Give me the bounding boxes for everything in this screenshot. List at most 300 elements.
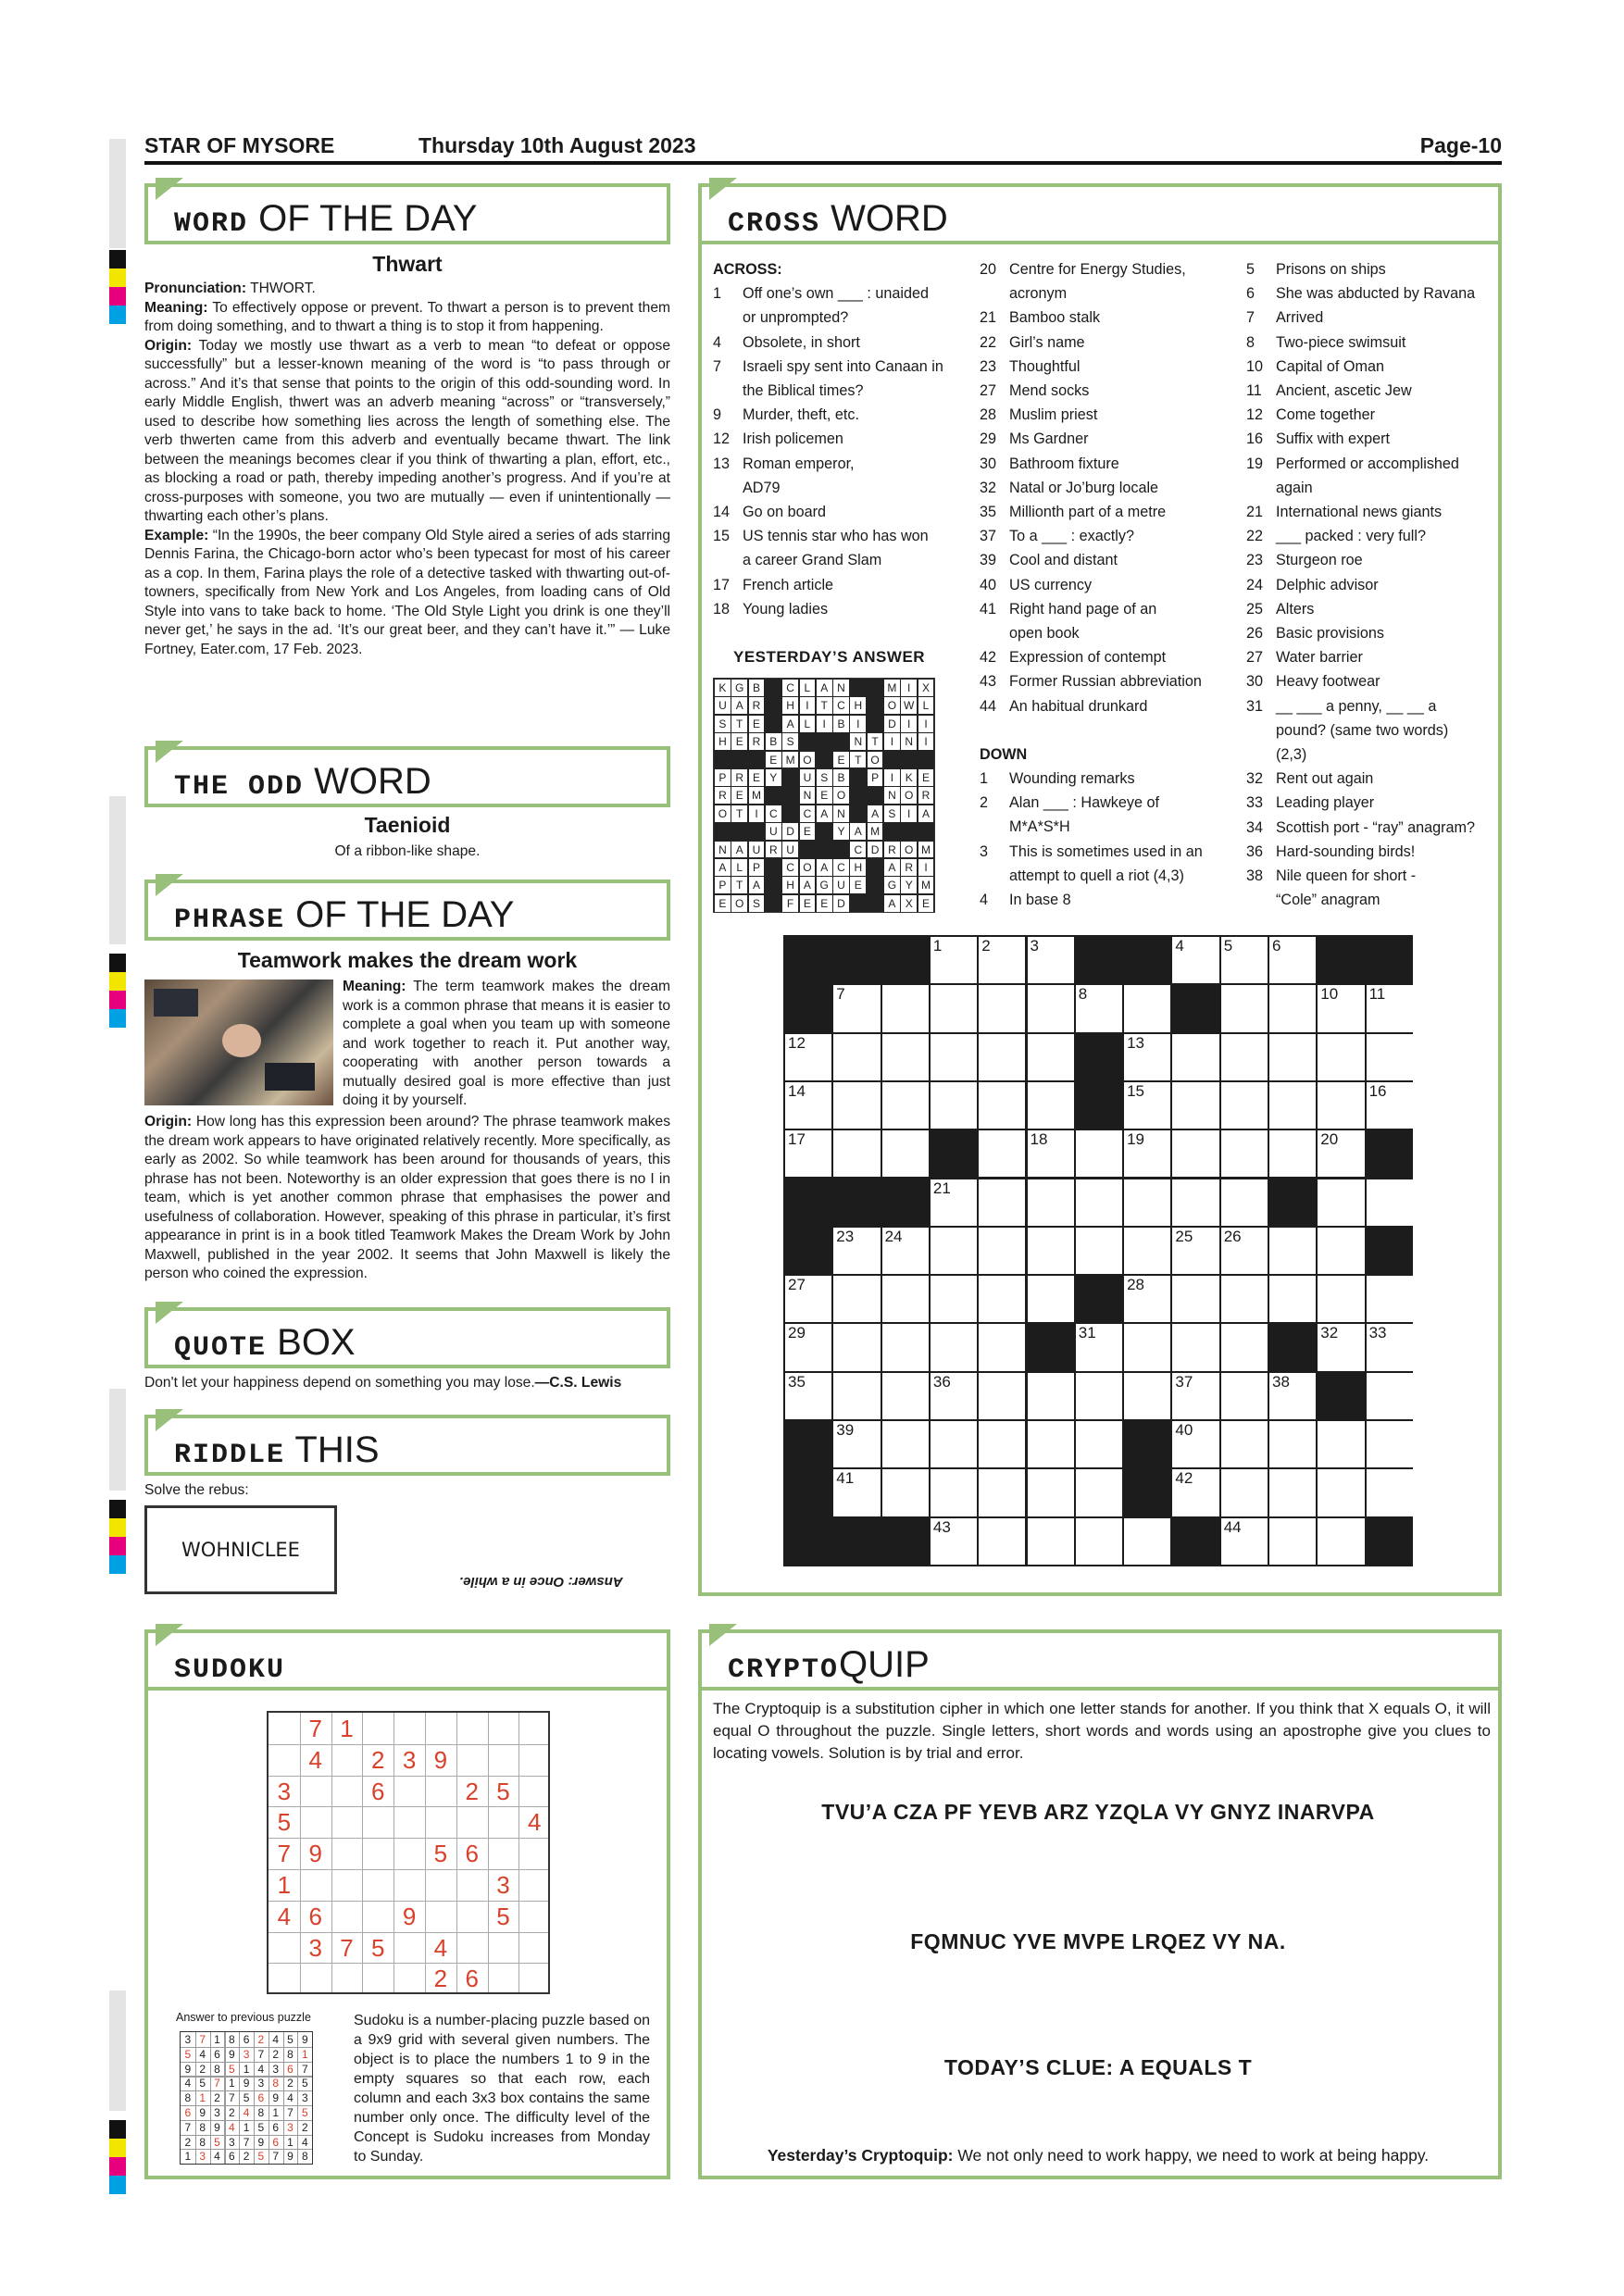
crossword-cell[interactable]	[785, 1130, 831, 1177]
clue-text: open book	[1009, 625, 1080, 643]
crossword-cell[interactable]	[1028, 1276, 1074, 1322]
sudoku-cell[interactable]: 2	[465, 1777, 479, 1805]
sudoku-cell[interactable]	[425, 1776, 456, 1807]
crossword-cell[interactable]	[1269, 1421, 1316, 1467]
crossword-cell[interactable]	[931, 1421, 977, 1467]
clue	[713, 427, 956, 451]
crossword-cell[interactable]	[1318, 1421, 1364, 1467]
crossword-cell[interactable]	[833, 1082, 880, 1129]
crossword-cell[interactable]	[833, 1421, 880, 1467]
sudoku-cell[interactable]	[488, 1806, 519, 1838]
previous-sudoku-answer	[180, 2031, 313, 2165]
crossword-cell[interactable]	[931, 985, 977, 1031]
corner-flag	[156, 874, 183, 896]
clue-number: 30	[1246, 673, 1264, 691]
crossword-cell[interactable]	[1076, 1179, 1122, 1226]
crossword-cell[interactable]	[833, 1034, 880, 1080]
sudoku-cell[interactable]: 7	[308, 1715, 322, 1742]
crossword-cell[interactable]	[979, 1276, 1025, 1322]
sudoku-cell[interactable]: 6	[371, 1777, 385, 1805]
crossword-cell[interactable]	[1221, 1421, 1268, 1467]
crossword-cell[interactable]	[1028, 1228, 1074, 1274]
crossword-cell[interactable]	[785, 1373, 831, 1419]
crossword-cell[interactable]	[1269, 1518, 1316, 1565]
sudoku-cell[interactable]: 5	[433, 1840, 448, 1868]
clue-text: International news giants	[1276, 504, 1443, 521]
crossword-cell[interactable]	[1172, 1034, 1218, 1080]
cell-number: 2	[981, 937, 991, 955]
answer-digit: 9	[243, 2077, 250, 2090]
sudoku-cell[interactable]	[518, 1869, 550, 1901]
sudoku-cell[interactable]: 5	[371, 1933, 385, 1962]
sudoku-cell[interactable]	[362, 1869, 394, 1901]
clue-text: Roman emperor,	[743, 455, 855, 472]
sudoku-cell[interactable]	[394, 1932, 425, 1964]
crossword-cell[interactable]	[882, 1228, 929, 1274]
clue	[713, 281, 956, 306]
crossword-cell[interactable]	[1367, 1324, 1413, 1370]
crossword-cell[interactable]	[979, 1421, 1025, 1467]
crossword-cell[interactable]	[1318, 1469, 1364, 1516]
answer-cell: T	[731, 805, 747, 822]
answer-cell: C	[766, 805, 781, 822]
crossword-cell[interactable]	[1269, 1034, 1316, 1080]
crossword-cell[interactable]	[1221, 1130, 1268, 1177]
crossword-cell[interactable]	[785, 1034, 831, 1080]
crossword-cell[interactable]	[1028, 1469, 1074, 1516]
crossword-cell[interactable]	[882, 1469, 929, 1516]
sudoku-cell[interactable]	[300, 1776, 331, 1807]
crossword-cell[interactable]	[1124, 1130, 1170, 1177]
answer-digit: 1	[287, 2135, 294, 2149]
sudoku-cell[interactable]: 6	[308, 1902, 322, 1930]
crossword-cell[interactable]	[1269, 1469, 1316, 1516]
crossword-cell[interactable]	[1028, 1373, 1074, 1419]
sudoku-cell[interactable]	[362, 1713, 394, 1744]
crossword-cell[interactable]	[1124, 1034, 1170, 1080]
heading-part: SUDOKU	[174, 1654, 286, 1686]
answer-digit: 8	[228, 2033, 235, 2046]
heading-part: THIS	[294, 1429, 380, 1470]
clue	[1246, 742, 1496, 767]
crossword-cell[interactable]	[1221, 937, 1268, 983]
crossword-cell[interactable]	[1318, 1130, 1364, 1177]
answer-digit: 1	[272, 2106, 280, 2119]
sudoku-cell[interactable]: 3	[277, 1777, 292, 1805]
crossword-cell[interactable]	[931, 1324, 977, 1370]
clue-text: Irish policemen	[743, 430, 843, 448]
answer-cell: T	[731, 716, 747, 732]
sudoku-cell[interactable]	[362, 1963, 394, 1994]
registration-bar	[109, 1990, 126, 2111]
crossword-cell[interactable]	[979, 937, 1025, 983]
sudoku-cell[interactable]	[300, 1806, 331, 1838]
crossword-cell[interactable]	[882, 1034, 929, 1080]
sudoku-cell[interactable]	[362, 1838, 394, 1869]
answer-digit: 5	[184, 2047, 192, 2061]
registration-magenta	[109, 991, 126, 1009]
crossword-cell[interactable]	[882, 1276, 929, 1322]
crossword-cell[interactable]	[1269, 985, 1316, 1031]
sudoku-cell[interactable]	[269, 1713, 300, 1744]
sudoku-cell[interactable]: 9	[433, 1745, 448, 1774]
clue-number: 22	[980, 333, 997, 351]
phrase-origin	[144, 1113, 670, 1289]
crossword-cell[interactable]	[931, 1276, 977, 1322]
sudoku-cell[interactable]: 1	[340, 1715, 354, 1742]
sudoku-cell[interactable]	[518, 1713, 550, 1744]
crossword-cell[interactable]	[1221, 1228, 1268, 1274]
sudoku-cell[interactable]	[331, 1776, 363, 1807]
crossword-cell[interactable]	[931, 1518, 977, 1565]
clue-text: Ancient, ascetic Jew	[1276, 382, 1412, 400]
crossword-cell[interactable]	[1028, 1179, 1074, 1226]
answer-digit: 9	[199, 2106, 206, 2119]
sudoku-cell[interactable]: 5	[496, 1777, 510, 1805]
clue-number: 11	[1246, 382, 1262, 400]
corner-flag	[156, 1409, 183, 1431]
clue-number	[713, 476, 743, 500]
clue-number: 34	[1246, 818, 1264, 836]
sudoku-cell[interactable]	[518, 1932, 550, 1964]
crossword-cell[interactable]	[1221, 1469, 1268, 1516]
clue-number: 35	[980, 504, 997, 521]
crossword-cell[interactable]	[1367, 1469, 1413, 1516]
crossword-cell[interactable]	[1028, 1034, 1074, 1080]
answer-digit: 1	[301, 2047, 308, 2061]
crossword-cell[interactable]	[1172, 1373, 1218, 1419]
teamwork-photo	[144, 980, 333, 1105]
crossword-cell[interactable]	[1172, 1228, 1218, 1274]
crossword-cell[interactable]	[1172, 1421, 1218, 1467]
crossword-cell[interactable]	[979, 1324, 1025, 1370]
answer-cell: I	[901, 716, 917, 732]
sudoku-cell[interactable]	[394, 1713, 425, 1744]
crossword-cell[interactable]	[1269, 1373, 1316, 1419]
crossword-cell[interactable]	[833, 1469, 880, 1516]
sudoku-cell[interactable]	[518, 1901, 550, 1932]
answer-digit: 8	[272, 2077, 280, 2090]
sudoku-cell[interactable]	[331, 1744, 363, 1776]
crossword-cell[interactable]	[785, 1324, 831, 1370]
crossword-cell[interactable]	[1028, 985, 1074, 1031]
sudoku-cell[interactable]: 9	[308, 1840, 322, 1868]
crossword-cell[interactable]	[1367, 1082, 1413, 1129]
clue-number	[713, 306, 743, 330]
sudoku-cell[interactable]	[331, 1806, 363, 1838]
clue-number: 12	[713, 430, 731, 448]
word-title: Thwart	[372, 252, 443, 276]
sudoku-cell[interactable]	[331, 1901, 363, 1932]
crossword-cell[interactable]	[785, 1276, 831, 1322]
crossword-cell[interactable]	[1172, 937, 1218, 983]
crossword-cell[interactable]	[1172, 1082, 1218, 1129]
answer-cell: A	[884, 895, 900, 912]
sudoku-cell[interactable]	[362, 1806, 394, 1838]
sudoku-cell[interactable]	[518, 1744, 550, 1776]
sudoku-cell[interactable]	[331, 1963, 363, 1994]
sudoku-cell[interactable]: 4	[528, 1808, 542, 1837]
answer-cell: A	[868, 805, 883, 822]
clue	[980, 645, 1222, 669]
sudoku-cell[interactable]	[300, 1963, 331, 1994]
cell-number: 21	[932, 1179, 951, 1197]
sudoku-cell[interactable]: 4	[433, 1933, 448, 1962]
crossword-cell[interactable]	[833, 1276, 880, 1322]
crossword-cell[interactable]	[1367, 1034, 1413, 1080]
crossword-cell[interactable]	[1124, 1373, 1170, 1419]
sudoku-cell[interactable]	[488, 1744, 519, 1776]
crossword-cell[interactable]	[931, 1034, 977, 1080]
sudoku-cell[interactable]: 3	[308, 1933, 322, 1962]
crossword-cell[interactable]	[1172, 1469, 1218, 1516]
clue-text: In base 8	[1009, 892, 1071, 909]
clue	[1246, 864, 1496, 888]
crossword-cell[interactable]	[1172, 1276, 1218, 1322]
crossword-cell[interactable]	[1221, 985, 1268, 1031]
sudoku-cell[interactable]: 5	[277, 1808, 292, 1837]
sudoku-cell[interactable]: 3	[402, 1745, 417, 1774]
sudoku-cell[interactable]: 3	[496, 1871, 510, 1899]
crossword-cell[interactable]	[1318, 985, 1364, 1031]
crossword-cell[interactable]	[1318, 1276, 1364, 1322]
crossword-cell[interactable]	[1221, 1034, 1268, 1080]
crossword-cell[interactable]	[1124, 1518, 1170, 1565]
crossword-cell[interactable]	[1028, 1082, 1074, 1129]
sudoku-cell[interactable]	[456, 1744, 488, 1776]
answer-digit: 5	[287, 2033, 294, 2046]
answer-cell: A	[731, 842, 747, 858]
cell-number: 26	[1223, 1227, 1242, 1245]
crossword-cell[interactable]	[931, 1179, 977, 1226]
cell-number: 29	[788, 1324, 806, 1342]
crossword-cell[interactable]	[1124, 1276, 1170, 1322]
crossword-cell[interactable]	[833, 1324, 880, 1370]
heading-part: CROSS	[728, 208, 821, 240]
answer-digit: 9	[272, 2091, 280, 2105]
crossword-cell[interactable]	[1028, 1421, 1074, 1467]
clue-number	[713, 379, 743, 403]
answer-digit: 1	[243, 2062, 250, 2076]
crossword-cell[interactable]	[882, 1421, 929, 1467]
sudoku-cell[interactable]: 2	[433, 1965, 448, 1993]
crossword-cell[interactable]	[1076, 1373, 1122, 1419]
clue-text: “Cole” anagram	[1276, 892, 1380, 909]
sudoku-cell[interactable]	[488, 1932, 519, 1964]
crossword-cell[interactable]	[785, 1082, 831, 1129]
clues-col2	[980, 257, 1222, 912]
crossword-cell[interactable]	[931, 1469, 977, 1516]
sudoku-cell[interactable]: 1	[277, 1871, 292, 1899]
crossword-cell[interactable]	[882, 1130, 929, 1177]
sudoku-cell[interactable]	[425, 1713, 456, 1744]
crossword-cell[interactable]	[1124, 985, 1170, 1031]
crossword-cell[interactable]	[1028, 1130, 1074, 1177]
sudoku-cell[interactable]	[456, 1806, 488, 1838]
sudoku-cell[interactable]	[331, 1838, 363, 1869]
crossword-cell[interactable]	[833, 985, 880, 1031]
sudoku-cell[interactable]: 4	[308, 1745, 322, 1774]
crossword-cell[interactable]	[1269, 1082, 1316, 1129]
cell-number: 6	[1272, 937, 1281, 955]
sudoku-cell[interactable]	[456, 1932, 488, 1964]
sudoku-cell[interactable]	[488, 1838, 519, 1869]
crossword-cell[interactable]	[1172, 1130, 1218, 1177]
answer-digit: 4	[243, 2106, 250, 2119]
crossword-cell[interactable]	[882, 985, 929, 1031]
clue	[1246, 403, 1496, 427]
crossword-cell[interactable]	[1028, 1518, 1074, 1565]
sudoku-cell[interactable]	[518, 1963, 550, 1994]
crossword-cell[interactable]	[1221, 1179, 1268, 1226]
crossword-cell[interactable]	[1172, 1324, 1218, 1370]
crossword-cell[interactable]	[1367, 1421, 1413, 1467]
sudoku-cell[interactable]: 2	[371, 1745, 385, 1774]
crossword-cell[interactable]	[979, 1373, 1025, 1419]
heading-part: OF THE DAY	[258, 198, 478, 239]
clue-number: 17	[713, 576, 731, 593]
sudoku-cell[interactable]	[456, 1713, 488, 1744]
crossword-cell[interactable]	[1221, 1276, 1268, 1322]
sudoku-grid	[267, 1711, 550, 1994]
sudoku-cell[interactable]	[394, 1838, 425, 1869]
clue-text: or unprompted?	[743, 309, 849, 327]
answer-digit: 3	[228, 2135, 235, 2149]
clue	[1246, 573, 1496, 597]
sudoku-cell[interactable]: 4	[277, 1902, 292, 1930]
sudoku-cell[interactable]	[269, 1744, 300, 1776]
crossword-cell[interactable]	[1318, 1324, 1364, 1370]
answer-cell: N	[884, 787, 900, 804]
crossword-cell[interactable]	[931, 1373, 977, 1419]
sudoku-cell[interactable]	[425, 1901, 456, 1932]
crossword-cell[interactable]	[1269, 937, 1316, 983]
sudoku-cell[interactable]	[425, 1806, 456, 1838]
sudoku-cell[interactable]	[488, 1963, 519, 1994]
crossword-cell[interactable]	[979, 1034, 1025, 1080]
clue-text: She was abducted by Ravana	[1276, 285, 1476, 303]
sudoku-cell[interactable]: 9	[402, 1902, 417, 1930]
crossword-cell[interactable]	[931, 1082, 977, 1129]
crossword-cell[interactable]	[931, 1228, 977, 1274]
sudoku-cell[interactable]	[394, 1869, 425, 1901]
crossword-cell[interactable]	[1076, 1518, 1122, 1565]
crossword-cell[interactable]	[1269, 1228, 1316, 1274]
crossword-cell[interactable]	[979, 1082, 1025, 1129]
crossword-cell[interactable]	[833, 1228, 880, 1274]
crossword-cell[interactable]	[1076, 1228, 1122, 1274]
crossword-cell[interactable]	[1028, 937, 1074, 983]
sudoku-cell[interactable]	[425, 1869, 456, 1901]
sudoku-cell[interactable]	[362, 1901, 394, 1932]
sudoku-cell[interactable]	[518, 1776, 550, 1807]
label: Meaning:	[343, 979, 406, 994]
sudoku-cell[interactable]	[394, 1776, 425, 1807]
sudoku-cell[interactable]	[269, 1932, 300, 1964]
sudoku-cell[interactable]: 6	[465, 1840, 479, 1868]
cell-number: 24	[884, 1227, 903, 1245]
crossword-cell[interactable]	[1367, 1373, 1413, 1419]
answer-cell: U	[715, 697, 731, 714]
crossword-cell[interactable]	[1367, 985, 1413, 1031]
crossword-cell[interactable]	[931, 937, 977, 983]
crossword-cell[interactable]	[979, 1469, 1025, 1516]
crossword-cell[interactable]	[1221, 1373, 1268, 1419]
crossword-cell[interactable]	[1367, 1179, 1413, 1226]
crossword-cell[interactable]	[882, 1082, 929, 1129]
crossword-cell[interactable]	[1269, 1276, 1316, 1322]
sudoku-cell[interactable]	[269, 1963, 300, 1994]
crossword-cell[interactable]	[979, 1179, 1025, 1226]
crossword-cell[interactable]	[1172, 1179, 1218, 1226]
answer-digit: 5	[301, 2106, 308, 2119]
sudoku-cell[interactable]: 7	[340, 1933, 354, 1962]
sudoku-cell[interactable]	[394, 1806, 425, 1838]
crossword-cell[interactable]	[1221, 1082, 1268, 1129]
crossword-cell[interactable]	[1221, 1518, 1268, 1565]
crossword-cell[interactable]	[1318, 1034, 1364, 1080]
crossword-cell[interactable]	[979, 1228, 1025, 1274]
crossword-cell[interactable]	[833, 1130, 880, 1177]
sudoku-cell[interactable]	[518, 1838, 550, 1869]
crossword-cell[interactable]	[1124, 1324, 1170, 1370]
crossword-cell[interactable]	[1124, 1179, 1170, 1226]
crossword-cell[interactable]	[1076, 1324, 1122, 1370]
clue	[713, 597, 956, 621]
odd-word-title: Taenioid	[364, 813, 451, 837]
sudoku-cell[interactable]	[331, 1869, 363, 1901]
sudoku-cell[interactable]: 7	[277, 1840, 292, 1868]
heading-part: PHRASE	[174, 905, 286, 936]
crossword-cell[interactable]	[1318, 1082, 1364, 1129]
crossword-cell[interactable]	[1076, 985, 1122, 1031]
clue-number	[980, 718, 1009, 742]
clue-text: Right hand page of an	[1009, 600, 1157, 618]
crossword-cell[interactable]	[1124, 1082, 1170, 1129]
sudoku-cell[interactable]	[394, 1963, 425, 1994]
sudoku-cell[interactable]	[300, 1869, 331, 1901]
crossword-cell[interactable]	[1318, 1228, 1364, 1274]
crossword-cell[interactable]	[1318, 1518, 1364, 1565]
crossword-cell[interactable]	[1076, 1130, 1122, 1177]
clue-text: attempt to quell a riot (4,3)	[1009, 867, 1184, 884]
sudoku-cell[interactable]	[456, 1869, 488, 1901]
sudoku-cell[interactable]: 5	[496, 1902, 510, 1930]
crossword-cell[interactable]	[1076, 1469, 1122, 1516]
clue-text: Young ladies	[743, 600, 829, 618]
sudoku-cell[interactable]	[488, 1713, 519, 1744]
crossword-cell[interactable]	[882, 1373, 929, 1419]
crossword-cell[interactable]	[1269, 1130, 1316, 1177]
crossword-cell[interactable]	[1318, 1179, 1364, 1226]
crossword-cell[interactable]	[1124, 1228, 1170, 1274]
crossword-cell[interactable]	[1076, 1421, 1122, 1467]
crossword-cell[interactable]	[1367, 1276, 1413, 1322]
cell-number: 33	[1368, 1324, 1387, 1342]
crossword-cell[interactable]	[1221, 1324, 1268, 1370]
crossword-cell[interactable]	[979, 1130, 1025, 1177]
sudoku-cell[interactable]: 6	[465, 1965, 479, 1993]
crossword-cell[interactable]	[833, 1373, 880, 1419]
answer-digit: 6	[257, 2091, 265, 2105]
answer-cell: S	[817, 769, 832, 786]
crossword-cell[interactable]	[882, 1324, 929, 1370]
crossword-cell[interactable]	[979, 1518, 1025, 1565]
registration-bar	[109, 796, 126, 944]
sudoku-cell[interactable]	[456, 1901, 488, 1932]
clue-text: To a ___ : exactly?	[1009, 528, 1134, 545]
crossword-cell[interactable]	[979, 985, 1025, 1031]
